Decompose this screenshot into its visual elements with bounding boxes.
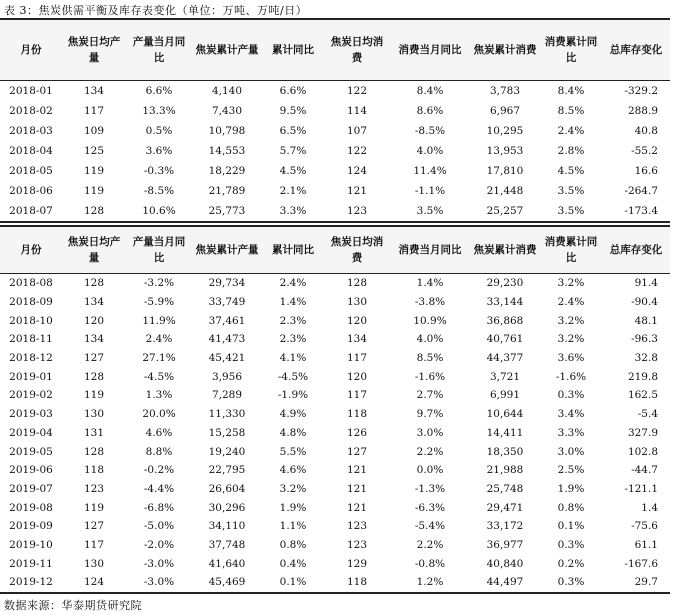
cell-daily-output: 117 <box>83 105 105 117</box>
table-header-row <box>0 19 670 81</box>
cell-cumulative-yoy: 4.1% <box>279 352 307 365</box>
header-daily-consumption: 焦炭日均消费 <box>324 19 390 81</box>
cell-output-yoy: -5.9% <box>143 296 175 309</box>
cell-daily-output: 134 <box>83 85 105 97</box>
cell-consumption-cumulative-yoy: 3.5% <box>557 205 585 217</box>
cell-consumption-cumulative-yoy: 0.8% <box>557 501 585 514</box>
cell-month: 2018-08 <box>9 277 53 290</box>
cell-cumulative-yoy: 6.5% <box>279 125 307 137</box>
cell-cumulative-output: 19,240 <box>208 445 246 458</box>
cell-cumulative-yoy: 0.4% <box>279 557 307 570</box>
cell-month: 2019-04 <box>9 426 53 439</box>
cell-daily-output: 128 <box>83 205 105 217</box>
cell-cumulative-yoy: 4.5% <box>279 165 307 177</box>
cell-consumption-yoy: 3.0% <box>416 426 444 439</box>
cell-inventory-change: 288.9 <box>627 105 658 117</box>
cell-consumption-yoy: -1.6% <box>414 370 446 383</box>
header-cumulative-consumption: 焦炭累计消费 <box>470 226 540 274</box>
cell-cumulative-consumption: 21,988 <box>486 464 524 477</box>
cell-daily-consumption: 121 <box>346 501 368 514</box>
cell-consumption-yoy: 8.6% <box>416 105 444 117</box>
header-inventory-change: 总库存变化 <box>602 226 670 274</box>
cell-cumulative-yoy: 2.4% <box>279 277 307 290</box>
cell-cumulative-output: 4,140 <box>211 85 243 97</box>
cell-daily-output: 119 <box>83 185 105 197</box>
cell-consumption-cumulative-yoy: 0.3% <box>557 389 585 402</box>
cell-consumption-yoy: -6.3% <box>414 501 446 514</box>
cell-output-yoy: -4.4% <box>143 482 175 495</box>
header-daily-consumption: 焦炭日均消费 <box>324 226 390 274</box>
cell-cumulative-yoy: 2.3% <box>279 314 307 327</box>
cell-consumption-cumulative-yoy: 3.2% <box>557 277 585 290</box>
table-row <box>0 517 670 536</box>
cell-output-yoy: 2.4% <box>145 333 173 346</box>
table-row <box>0 367 670 386</box>
cell-output-yoy: -0.3% <box>143 165 175 177</box>
header-consumption-yoy: 消费当月同比 <box>390 19 470 81</box>
cell-consumption-cumulative-yoy: 0.1% <box>557 520 585 533</box>
cell-cumulative-yoy: -4.5% <box>277 370 309 383</box>
header-cumulative-yoy: 累计同比 <box>262 226 324 274</box>
cell-inventory-change: 16.6 <box>634 165 658 177</box>
cell-month: 2018-12 <box>9 352 53 365</box>
table-row <box>0 141 670 161</box>
cell-month: 2018-01 <box>9 85 53 97</box>
cell-daily-output: 119 <box>83 501 105 514</box>
cell-daily-output: 118 <box>83 464 105 477</box>
cell-cumulative-output: 7,289 <box>211 389 243 402</box>
cell-daily-output: 134 <box>83 296 105 309</box>
table-row <box>0 101 670 121</box>
cell-daily-consumption: 134 <box>346 333 368 346</box>
cell-daily-consumption: 120 <box>346 370 368 383</box>
table-row <box>0 480 670 499</box>
cell-inventory-change: -44.7 <box>631 464 658 477</box>
cell-consumption-cumulative-yoy: 3.5% <box>557 185 585 197</box>
balance-table-2018-2019 <box>0 225 670 594</box>
header-daily-output: 焦炭日均产量 <box>62 226 126 274</box>
cell-daily-output: 124 <box>83 576 105 589</box>
cell-output-yoy: 4.6% <box>145 426 173 439</box>
cell-consumption-yoy: 2.7% <box>416 389 444 402</box>
cell-cumulative-consumption: 17,810 <box>486 165 524 177</box>
cell-cumulative-consumption: 25,748 <box>486 482 524 495</box>
cell-cumulative-output: 37,461 <box>208 314 246 327</box>
table-row <box>0 161 670 181</box>
cell-cumulative-consumption: 29,230 <box>486 277 524 290</box>
cell-cumulative-output: 45,469 <box>208 576 246 589</box>
cell-cumulative-consumption: 6,967 <box>489 105 521 117</box>
cell-output-yoy: -3.2% <box>143 277 175 290</box>
cell-cumulative-consumption: 33,144 <box>486 296 524 309</box>
cell-month: 2019-10 <box>9 538 53 551</box>
cell-cumulative-consumption: 36,868 <box>486 314 524 327</box>
cell-output-yoy: 13.3% <box>142 105 176 117</box>
cell-month: 2019-01 <box>9 370 53 383</box>
cell-consumption-yoy: -1.3% <box>414 482 446 495</box>
table-row <box>0 461 670 480</box>
table-row <box>0 181 670 201</box>
cell-consumption-yoy: -3.8% <box>414 296 446 309</box>
cell-output-yoy: -2.0% <box>143 538 175 551</box>
cell-cumulative-yoy: 1.1% <box>279 520 307 533</box>
cell-consumption-cumulative-yoy: 0.2% <box>557 557 585 570</box>
cell-cumulative-yoy: 5.5% <box>279 445 307 458</box>
table-row <box>0 442 670 461</box>
cell-cumulative-output: 22,795 <box>208 464 246 477</box>
cell-daily-output: 127 <box>83 352 105 365</box>
cell-consumption-cumulative-yoy: 3.2% <box>557 314 585 327</box>
cell-cumulative-output: 15,258 <box>208 426 246 439</box>
header-consumption-yoy: 消费当月同比 <box>390 226 470 274</box>
cell-cumulative-yoy: 1.4% <box>279 296 307 309</box>
cell-output-yoy: 10.6% <box>142 205 176 217</box>
cell-consumption-cumulative-yoy: 4.5% <box>557 165 585 177</box>
cell-inventory-change: 32.8 <box>634 352 658 365</box>
cell-output-yoy: 0.5% <box>145 125 173 137</box>
cell-daily-consumption: 107 <box>346 125 368 137</box>
cell-daily-output: 117 <box>83 538 105 551</box>
cell-daily-output: 109 <box>83 125 105 137</box>
header-cumulative-output: 焦炭累计产量 <box>192 19 262 81</box>
cell-cumulative-consumption: 3,783 <box>489 85 521 97</box>
cell-output-yoy: 8.8% <box>145 445 173 458</box>
cell-daily-output: 134 <box>83 333 105 346</box>
cell-cumulative-yoy: 6.6% <box>279 85 307 97</box>
cell-consumption-yoy: -0.8% <box>414 557 446 570</box>
cell-daily-consumption: 128 <box>346 277 368 290</box>
cell-inventory-change: -75.6 <box>631 520 658 533</box>
cell-inventory-change: 162.5 <box>627 389 658 402</box>
cell-daily-consumption: 123 <box>346 538 368 551</box>
cell-consumption-cumulative-yoy: 3.0% <box>557 445 585 458</box>
cell-inventory-change: 48.1 <box>634 314 658 327</box>
data-source-note: 数据来源：华泰期货研究院 <box>4 599 142 612</box>
cell-cumulative-consumption: 40,840 <box>486 557 524 570</box>
cell-cumulative-yoy: 3.2% <box>279 482 307 495</box>
cell-output-yoy: -6.8% <box>143 501 175 514</box>
cell-cumulative-consumption: 40,761 <box>486 333 524 346</box>
table-row <box>0 573 670 593</box>
cell-consumption-cumulative-yoy: 0.3% <box>557 538 585 551</box>
cell-output-yoy: -5.0% <box>143 520 175 533</box>
cell-cumulative-consumption: 6,991 <box>489 389 521 402</box>
cell-cumulative-output: 26,604 <box>208 482 246 495</box>
cell-consumption-cumulative-yoy: 8.5% <box>557 105 585 117</box>
cell-cumulative-consumption: 44,377 <box>486 352 524 365</box>
cell-inventory-change: -329.2 <box>624 85 658 97</box>
cell-cumulative-output: 29,734 <box>208 277 246 290</box>
cell-cumulative-consumption: 25,257 <box>486 205 524 217</box>
cell-daily-output: 128 <box>83 370 105 383</box>
cell-inventory-change: -264.7 <box>624 185 658 197</box>
cell-month: 2018-10 <box>9 314 53 327</box>
balance-table-2018 <box>0 18 670 223</box>
cell-output-yoy: -3.0% <box>143 576 175 589</box>
table-row <box>0 424 670 443</box>
cell-month: 2018-07 <box>9 205 53 217</box>
cell-consumption-cumulative-yoy: 8.4% <box>557 85 585 97</box>
cell-month: 2019-05 <box>9 445 53 458</box>
cell-month: 2018-05 <box>9 165 53 177</box>
cell-daily-output: 125 <box>83 145 105 157</box>
cell-daily-consumption: 127 <box>346 445 368 458</box>
cell-inventory-change: -5.4 <box>637 408 658 421</box>
cell-cumulative-output: 11,330 <box>208 408 246 421</box>
cell-output-yoy: 11.9% <box>142 314 176 327</box>
table-row <box>0 81 670 102</box>
table-row <box>0 554 670 573</box>
cell-consumption-cumulative-yoy: 2.4% <box>557 296 585 309</box>
cell-inventory-change: -90.4 <box>631 296 658 309</box>
cell-output-yoy: 27.1% <box>142 352 176 365</box>
cell-daily-consumption: 118 <box>346 576 368 589</box>
cell-cumulative-consumption: 13,953 <box>486 145 524 157</box>
cell-cumulative-yoy: 1.9% <box>279 501 307 514</box>
cell-consumption-yoy: 1.2% <box>416 576 444 589</box>
cell-month: 2019-07 <box>9 482 53 495</box>
cell-month: 2019-09 <box>9 520 53 533</box>
cell-cumulative-output: 18,229 <box>208 165 246 177</box>
cell-daily-output: 128 <box>83 277 105 290</box>
header-month: 月份 <box>0 226 62 274</box>
cell-daily-consumption: 122 <box>346 85 368 97</box>
table-row <box>0 330 670 349</box>
cell-month: 2018-02 <box>9 105 53 117</box>
cell-daily-consumption: 117 <box>346 389 368 402</box>
cell-daily-consumption: 123 <box>346 205 368 217</box>
cell-cumulative-consumption: 36,977 <box>486 538 524 551</box>
header-daily-output: 焦炭日均产量 <box>62 19 126 81</box>
cell-daily-consumption: 126 <box>346 426 368 439</box>
table-title: 表 3：焦炭供需平衡及库存表变化（单位：万吨、万吨/日） <box>4 4 308 17</box>
cell-month: 2018-04 <box>9 145 53 157</box>
cell-consumption-cumulative-yoy: 3.6% <box>557 352 585 365</box>
cell-consumption-cumulative-yoy: 2.5% <box>557 464 585 477</box>
cell-consumption-yoy: -8.5% <box>414 125 446 137</box>
cell-daily-output: 128 <box>83 445 105 458</box>
cell-cumulative-yoy: 3.3% <box>279 205 307 217</box>
cell-cumulative-output: 41,640 <box>208 557 246 570</box>
cell-cumulative-yoy: -1.9% <box>277 389 309 402</box>
cell-inventory-change: 29.7 <box>634 576 658 589</box>
cell-consumption-yoy: 1.4% <box>416 277 444 290</box>
cell-inventory-change: -173.4 <box>624 205 658 217</box>
table-row <box>0 201 670 222</box>
cell-daily-consumption: 121 <box>346 464 368 477</box>
cell-cumulative-output: 10,798 <box>208 125 246 137</box>
cell-consumption-yoy: 9.7% <box>416 408 444 421</box>
cell-month: 2019-12 <box>9 576 53 589</box>
cell-cumulative-consumption: 44,497 <box>486 576 524 589</box>
cell-daily-output: 123 <box>83 482 105 495</box>
cell-cumulative-consumption: 33,172 <box>486 520 524 533</box>
cell-month: 2019-11 <box>9 557 53 570</box>
cell-cumulative-output: 45,421 <box>208 352 246 365</box>
cell-inventory-change: -121.1 <box>624 482 658 495</box>
header-cumulative-output: 焦炭累计产量 <box>192 226 262 274</box>
cell-cumulative-yoy: 0.1% <box>279 576 307 589</box>
header-consumption-cumulative-yoy: 消费累计同比 <box>540 226 602 274</box>
cell-output-yoy: -3.0% <box>143 557 175 570</box>
cell-consumption-yoy: 8.4% <box>416 85 444 97</box>
cell-consumption-yoy: 3.5% <box>416 205 444 217</box>
header-month: 月份 <box>0 19 62 81</box>
cell-consumption-yoy: 10.9% <box>413 314 447 327</box>
cell-consumption-yoy: 11.4% <box>413 165 447 177</box>
cell-inventory-change: 219.8 <box>627 370 658 383</box>
cell-month: 2018-11 <box>9 333 53 346</box>
header-output-yoy: 产量当月同比 <box>126 19 192 81</box>
cell-output-yoy: 6.6% <box>145 85 173 97</box>
cell-consumption-cumulative-yoy: 3.3% <box>557 426 585 439</box>
cell-cumulative-output: 41,473 <box>208 333 246 346</box>
cell-cumulative-output: 3,956 <box>211 370 243 383</box>
table-row <box>0 274 670 293</box>
cell-inventory-change: -96.3 <box>631 333 658 346</box>
cell-daily-output: 120 <box>83 314 105 327</box>
cell-daily-consumption: 122 <box>346 145 368 157</box>
cell-daily-consumption: 117 <box>346 352 368 365</box>
cell-cumulative-output: 30,296 <box>208 501 246 514</box>
cell-consumption-cumulative-yoy: -1.6% <box>555 370 587 383</box>
cell-daily-consumption: 118 <box>346 408 368 421</box>
header-consumption-cumulative-yoy: 消费累计同比 <box>540 19 602 81</box>
cell-consumption-yoy: 4.0% <box>416 145 444 157</box>
cell-month: 2019-03 <box>9 408 53 421</box>
cell-consumption-cumulative-yoy: 3.2% <box>557 333 585 346</box>
table-row <box>0 311 670 330</box>
cell-consumption-cumulative-yoy: 3.4% <box>557 408 585 421</box>
cell-output-yoy: 1.3% <box>145 389 173 402</box>
header-inventory-change: 总库存变化 <box>602 19 670 81</box>
cell-cumulative-yoy: 4.6% <box>279 464 307 477</box>
cell-cumulative-output: 34,110 <box>208 520 246 533</box>
cell-cumulative-yoy: 5.7% <box>279 145 307 157</box>
cell-daily-consumption: 130 <box>346 296 368 309</box>
cell-inventory-change: 327.9 <box>627 426 658 439</box>
cell-cumulative-consumption: 10,644 <box>486 408 524 421</box>
cell-inventory-change: 61.1 <box>634 538 658 551</box>
cell-output-yoy: 3.6% <box>145 145 173 157</box>
table-row <box>0 386 670 405</box>
cell-cumulative-yoy: 9.5% <box>279 105 307 117</box>
cell-cumulative-output: 37,748 <box>208 538 246 551</box>
cell-month: 2018-09 <box>9 296 53 309</box>
cell-output-yoy: -4.5% <box>143 370 175 383</box>
cell-consumption-cumulative-yoy: 0.3% <box>557 576 585 589</box>
table-row <box>0 121 670 141</box>
cell-inventory-change: 40.8 <box>634 125 658 137</box>
cell-output-yoy: -8.5% <box>143 185 175 197</box>
table-row <box>0 405 670 424</box>
cell-inventory-change: 1.4 <box>641 501 658 514</box>
cell-cumulative-consumption: 14,411 <box>486 426 524 439</box>
cell-daily-output: 130 <box>83 408 105 421</box>
cell-cumulative-consumption: 21,448 <box>486 185 524 197</box>
cell-consumption-cumulative-yoy: 1.9% <box>557 482 585 495</box>
cell-cumulative-yoy: 4.8% <box>279 426 307 439</box>
cell-consumption-yoy: 2.2% <box>416 445 444 458</box>
cell-consumption-yoy: 0.0% <box>416 464 444 477</box>
header-output-yoy: 产量当月同比 <box>126 226 192 274</box>
cell-cumulative-consumption: 18,350 <box>486 445 524 458</box>
cell-consumption-yoy: -1.1% <box>414 185 446 197</box>
cell-month: 2018-06 <box>9 185 53 197</box>
cell-inventory-change: -167.6 <box>624 557 658 570</box>
cell-inventory-change: -55.2 <box>631 145 658 157</box>
cell-consumption-yoy: 4.0% <box>416 333 444 346</box>
cell-cumulative-consumption: 3,721 <box>489 370 521 383</box>
cell-daily-output: 119 <box>83 165 105 177</box>
cell-cumulative-consumption: 29,471 <box>486 501 524 514</box>
header-cumulative-yoy: 累计同比 <box>262 19 324 81</box>
cell-cumulative-yoy: 0.8% <box>279 538 307 551</box>
cell-cumulative-output: 25,773 <box>208 205 246 217</box>
cell-month: 2019-06 <box>9 464 53 477</box>
cell-month: 2018-03 <box>9 125 53 137</box>
cell-daily-consumption: 124 <box>346 165 368 177</box>
cell-daily-consumption: 114 <box>346 105 368 117</box>
cell-consumption-cumulative-yoy: 2.8% <box>557 145 585 157</box>
cell-month: 2019-02 <box>9 389 53 402</box>
cell-daily-consumption: 121 <box>346 185 368 197</box>
cell-daily-output: 119 <box>83 389 105 402</box>
cell-daily-output: 131 <box>83 426 105 439</box>
table-row <box>0 293 670 312</box>
cell-cumulative-yoy: 4.9% <box>279 408 307 421</box>
cell-cumulative-yoy: 2.3% <box>279 333 307 346</box>
table-row <box>0 536 670 555</box>
cell-daily-consumption: 123 <box>346 520 368 533</box>
cell-daily-consumption: 121 <box>346 482 368 495</box>
cell-consumption-yoy: 8.5% <box>416 352 444 365</box>
cell-consumption-yoy: -5.4% <box>414 520 446 533</box>
cell-month: 2019-08 <box>9 501 53 514</box>
table-header-row <box>0 226 670 274</box>
cell-daily-consumption: 120 <box>346 314 368 327</box>
cell-output-yoy: -0.2% <box>143 464 175 477</box>
cell-inventory-change: 102.8 <box>627 445 658 458</box>
cell-cumulative-output: 14,553 <box>208 145 246 157</box>
cell-consumption-cumulative-yoy: 2.4% <box>557 125 585 137</box>
cell-daily-output: 130 <box>83 557 105 570</box>
cell-cumulative-consumption: 10,295 <box>486 125 524 137</box>
cell-daily-output: 127 <box>83 520 105 533</box>
table-row <box>0 349 670 368</box>
header-cumulative-consumption: 焦炭累计消费 <box>470 19 540 81</box>
cell-consumption-yoy: 2.2% <box>416 538 444 551</box>
cell-cumulative-output: 33,749 <box>208 296 246 309</box>
cell-cumulative-yoy: 2.1% <box>279 185 307 197</box>
cell-output-yoy: 20.0% <box>142 408 176 421</box>
cell-inventory-change: 91.4 <box>634 277 658 290</box>
table-row <box>0 498 670 517</box>
cell-cumulative-output: 7,430 <box>211 105 243 117</box>
cell-daily-consumption: 129 <box>346 557 368 570</box>
cell-cumulative-output: 21,789 <box>208 185 246 197</box>
